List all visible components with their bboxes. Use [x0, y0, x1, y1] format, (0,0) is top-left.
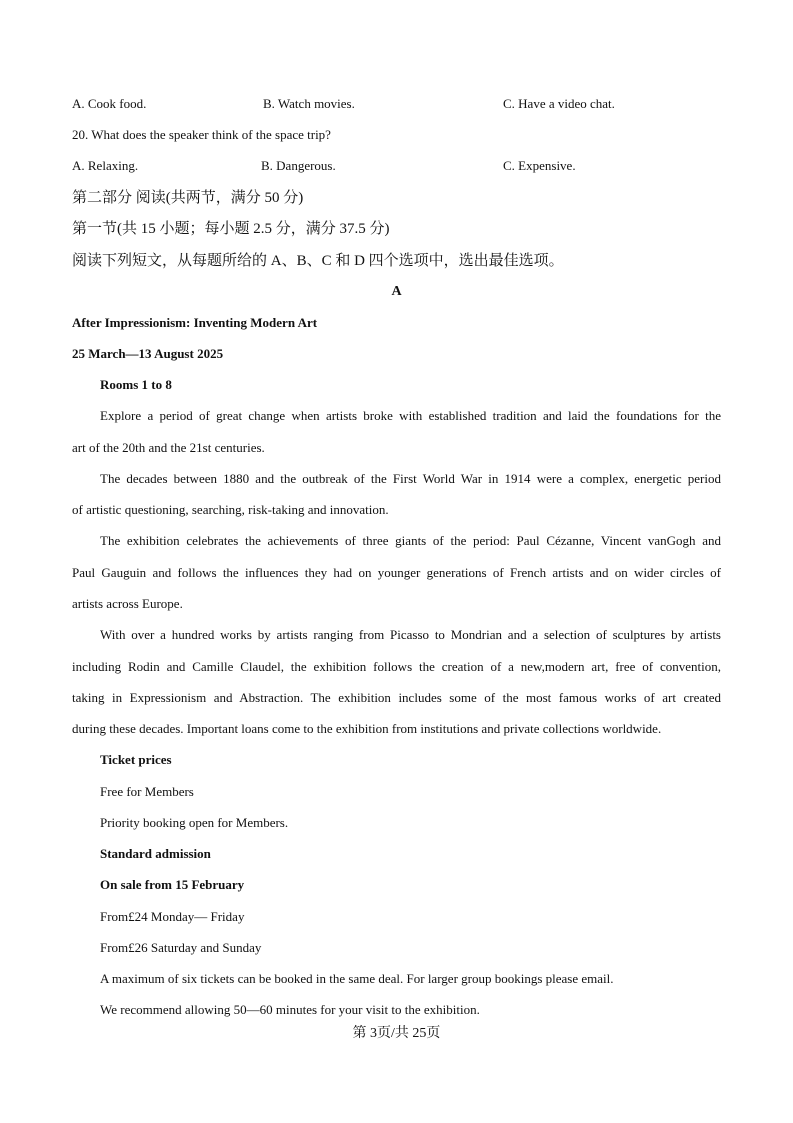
ticket-prices-heading: Ticket prices: [100, 752, 172, 767]
p4-line-1: With over a hundred works by artists ranging from Picasso to Mondrian and a selection of sculptures by artists: [100, 627, 721, 642]
priority-booking: Priority booking open for Members.: [100, 815, 289, 830]
q19-option-a: A. Cook food.: [72, 96, 147, 111]
p4-line-2: including Rodin and Camille Claudel, the exhibition follows the creation of a new,modern art, free of convention,: [72, 659, 721, 674]
passage-label: A: [391, 284, 402, 299]
passage-rooms: Rooms 1 to 8: [100, 377, 172, 392]
q20-option-b: B. Dangerous.: [261, 158, 336, 173]
on-sale-date: On sale from 15 February: [100, 877, 245, 892]
q19-option-c: C. Have a video chat.: [503, 96, 615, 111]
page-number: 第 3页/共 25页: [352, 1026, 441, 1041]
q19-option-b: B. Watch movies.: [263, 96, 355, 111]
p3-line-1: The exhibition celebrates the achievements of three giants of the period: Paul Cézanne, Vincent vanGogh and: [100, 533, 721, 548]
weekend-price: From£26 Saturday and Sunday: [100, 940, 262, 955]
visit-duration-note: We recommend allowing 50—60 minutes for your visit to the exhibition.: [100, 1002, 480, 1017]
part2-section1: 第一节(共 15 小题；每小题 2.5 分，满分 37.5 分): [72, 221, 390, 237]
q20-option-c: C. Expensive.: [503, 158, 576, 173]
p3-line-3: artists across Europe.: [72, 596, 183, 611]
p4-line-4: during these decades. Important loans come to the exhibition from institutions and private collections worldwide.: [72, 721, 662, 736]
p2-line-1: The decades between 1880 and the outbreak of the First World War in 1914 were a complex, energetic period: [100, 471, 721, 486]
q20-option-a: A. Relaxing.: [72, 158, 139, 173]
part2-instruction: 阅读下列短文，从每题所给的 A、B、C 和 D 四个选项中，选出最佳选项。: [72, 253, 564, 269]
p4-line-3: taking in Expressionism and Abstraction. The exhibition includes some of the most famous works of art created: [72, 690, 721, 705]
standard-admission-heading: Standard admission: [100, 846, 211, 861]
passage-dates: 25 March—13 August 2025: [72, 346, 224, 361]
p1-line-1: Explore a period of great change when artists broke with established tradition and laid the foundations for the: [100, 408, 721, 423]
part2-title: 第二部分 阅读(共两节，满分 50 分): [72, 190, 304, 206]
free-for-members: Free for Members: [100, 784, 194, 799]
p2-line-2: of artistic questioning, searching, risk-taking and innovation.: [72, 502, 389, 517]
p3-line-2: Paul Gauguin and follows the influences they had on younger generations of French artists and on wider circles of: [72, 565, 721, 580]
weekday-price: From£24 Monday— Friday: [100, 909, 245, 924]
passage-title: After Impressionism: Inventing Modern Art: [72, 315, 318, 330]
p1-line-2: art of the 20th and the 21st centuries.: [72, 440, 265, 455]
max-tickets-note: A maximum of six tickets can be booked in the same deal. For larger group bookings please email.: [100, 971, 614, 986]
q20-question: 20. What does the speaker think of the space trip?: [72, 127, 331, 142]
